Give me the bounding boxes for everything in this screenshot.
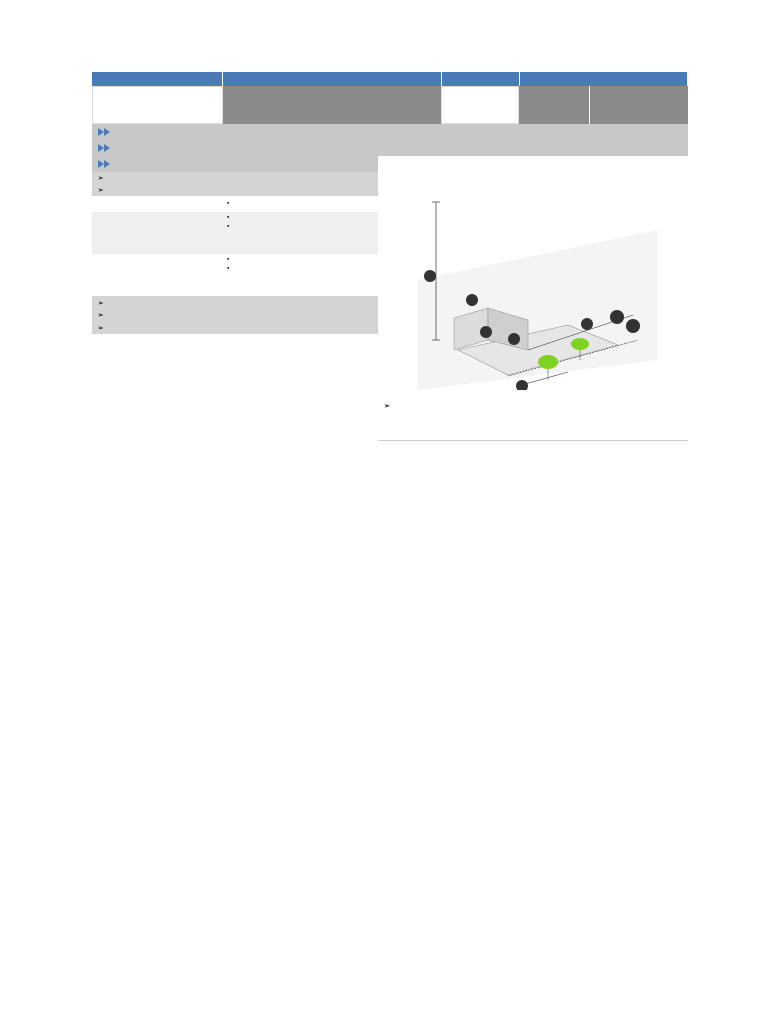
section-ubicacion [92, 124, 688, 140]
altura-label: ➢ [98, 299, 104, 307]
acera-row [92, 321, 378, 334]
arrow-bullet-icon: ➢ [98, 187, 104, 194]
retiro-lateral-label [92, 212, 223, 254]
density-label-cell [519, 86, 590, 124]
bullet-icon: ▪ [227, 256, 230, 263]
regulacion-block [92, 156, 688, 410]
zone-name [223, 86, 442, 124]
arrow-bullet-icon: ➢ [98, 175, 104, 182]
density-value [590, 86, 688, 124]
label-a-icon [516, 380, 528, 390]
regulacion-table [92, 156, 378, 334]
diagram-caption-row [384, 402, 412, 410]
retiros-header [92, 184, 378, 196]
retiro-frontal-row [92, 196, 378, 212]
bullet-icon: ▪ [227, 214, 230, 221]
arrow-bullet-icon: ➢ [384, 403, 390, 410]
acera-label: ➢ [98, 324, 104, 332]
bullet-icon: ▪ [227, 222, 230, 230]
header-tipo [92, 72, 223, 86]
header-clasificacion [223, 72, 442, 86]
lote-header [92, 172, 378, 184]
tipo-cell [92, 86, 223, 124]
label-l-icon [508, 333, 520, 345]
bullet-icon: ▪ [227, 264, 230, 272]
double-chevron-icon [96, 127, 118, 137]
retiro-frontal-label [92, 196, 223, 212]
double-chevron-icon [96, 159, 118, 169]
zoning-sheet [92, 72, 688, 410]
altura-row [92, 296, 378, 309]
building-diagram [418, 190, 658, 390]
arrow-bullet-icon: ➢ [98, 312, 104, 319]
retiro-lateral-row [92, 212, 378, 254]
retiro-posterior-label [92, 254, 223, 296]
label-h-icon [424, 270, 436, 282]
tree-1 [538, 355, 558, 369]
divider [378, 440, 688, 441]
label-lc-icon [610, 310, 624, 324]
retiro-posterior-list [223, 254, 378, 296]
tree-2 [571, 338, 589, 350]
section-regulacion [92, 156, 378, 172]
retiro-posterior-row [92, 254, 378, 296]
label-p-icon [466, 294, 478, 306]
retiro-frontal-list [223, 196, 378, 212]
bullet-icon: ▪ [227, 200, 230, 207]
header-plan [520, 72, 688, 86]
table-header [92, 72, 688, 86]
double-chevron-icon [96, 143, 118, 153]
label-l2-icon [581, 318, 593, 330]
zone-code [441, 86, 519, 124]
label-lp-icon [626, 319, 640, 333]
label-z-icon [480, 326, 492, 338]
retiro-lateral-list [223, 212, 378, 254]
zone-summary-row [92, 86, 688, 124]
section-permitidos [92, 140, 688, 156]
diagram-panel [378, 156, 688, 410]
estacionamiento-header [92, 309, 378, 321]
header-codigo [442, 72, 520, 86]
